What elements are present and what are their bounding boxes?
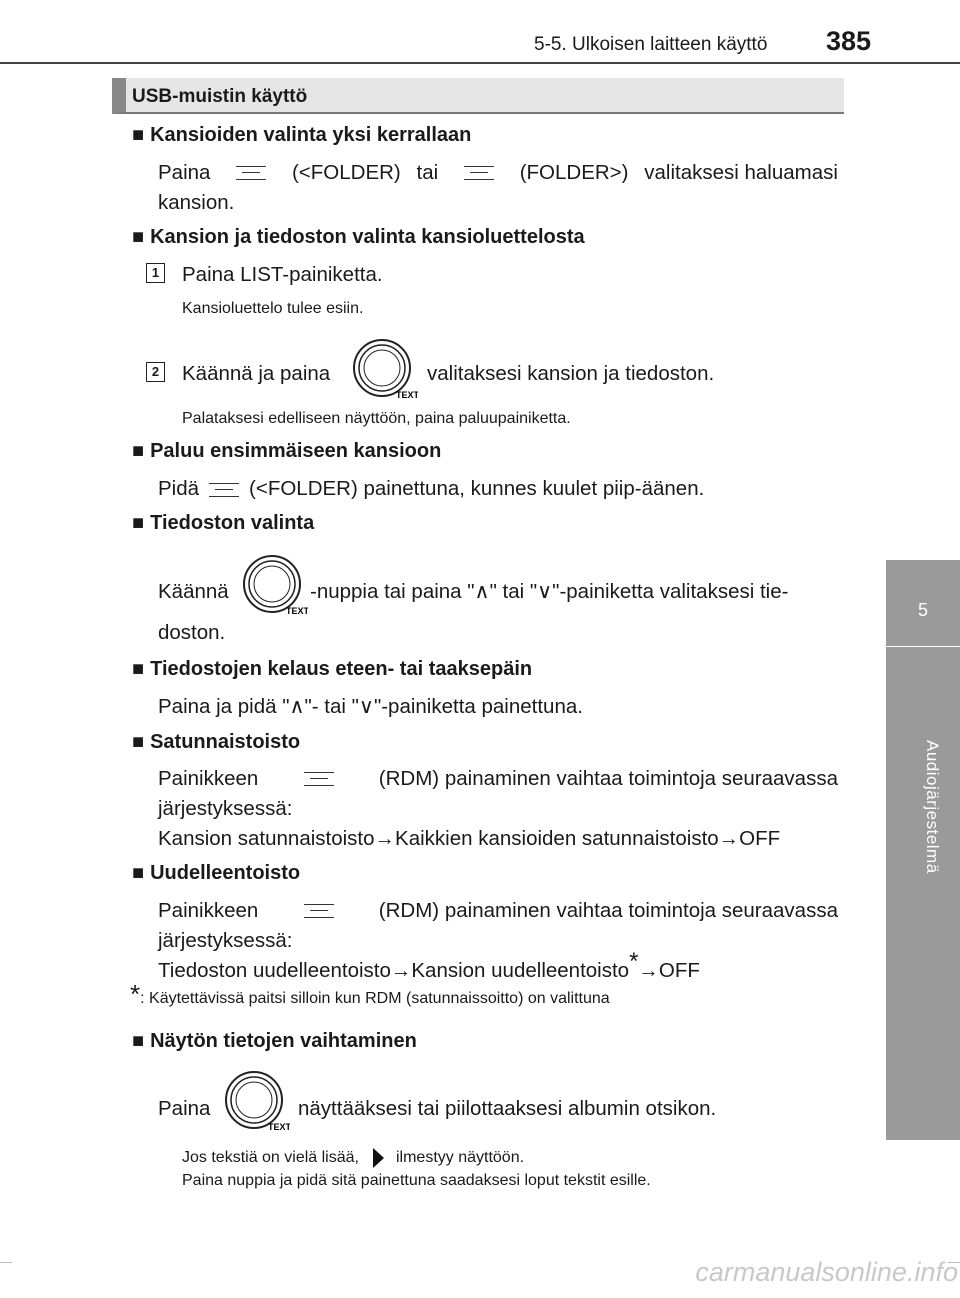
square-bullet-icon: ■ xyxy=(132,124,145,146)
rdm-button-icon xyxy=(304,904,334,918)
more-text-arrow-icon xyxy=(373,1148,384,1168)
step-2-note: Palataksesi edelliseen näyttöön, paina paluupainiketta. xyxy=(182,410,571,427)
folder-up-button-icon xyxy=(464,166,494,180)
tune-knob-icon xyxy=(352,338,418,409)
s4-text-c: doston. xyxy=(158,621,226,644)
square-bullet-icon: ■ xyxy=(132,862,145,884)
step-2-text-b: valitaksesi kansion ja tiedoston. xyxy=(427,362,715,385)
s6-line1: Painikkeen (RDM) painaminen vaihtaa toimintoja seuraavassa xyxy=(158,767,838,790)
s4-text-a: Käännä xyxy=(158,580,229,603)
folder-down-button-icon xyxy=(209,483,239,497)
square-bullet-icon: ■ xyxy=(132,440,145,462)
rdm-button-icon xyxy=(304,772,334,786)
section-title: USB-muistin käyttö xyxy=(132,86,308,107)
s4-text-b: -nuppia tai paina "∧" tai "∨"-painiketta valitaksesi tie- xyxy=(310,580,789,603)
crop-mark xyxy=(0,1262,12,1263)
square-bullet-icon: ■ xyxy=(132,658,145,680)
heading-folder-list: ■ Kansion ja tiedoston valinta kansioluettelosta xyxy=(132,226,585,248)
heading-fast-forward: ■ Tiedostojen kelaus eteen- tai taaksepäin xyxy=(132,658,533,680)
square-bullet-icon: ■ xyxy=(132,1030,145,1052)
step-2-text-a: Käännä ja paina xyxy=(182,362,331,385)
tune-knob-icon xyxy=(224,1070,290,1141)
s7-line2: järjestyksessä: xyxy=(158,929,293,952)
svg-text:TEXT: TEXT xyxy=(268,1122,290,1132)
s8-note-2: Paina nuppia ja pidä sitä painettuna saadaksesi loput tekstit esille. xyxy=(182,1172,651,1189)
heading-file-select: ■ Tiedoston valinta xyxy=(132,512,315,534)
s1-line2: kansion. xyxy=(158,191,235,214)
step-1-note: Kansioluettelo tulee esiin. xyxy=(182,300,364,317)
header-rule xyxy=(0,62,960,64)
footnote: *: Käytettävissä paitsi silloin kun RDM (satunnaissoitto) on valittuna xyxy=(130,979,610,1009)
heading-first-folder: ■ Paluu ensimmäiseen kansioon xyxy=(132,440,442,462)
tune-knob-icon xyxy=(242,554,308,625)
heading-display-info: ■ Näytön tietojen vaihtaminen xyxy=(132,1030,417,1052)
heading-random: ■ Satunnaistoisto xyxy=(132,731,301,753)
chapter-title: 5-5. Ulkoisen laitteen käyttö xyxy=(534,34,768,55)
s7-line3: Tiedoston uudelleentoisto→Kansion uudelleentoisto*→OFF xyxy=(158,948,700,982)
side-tab-divider xyxy=(886,646,960,647)
side-tab-number: 5 xyxy=(917,600,928,620)
step-2-badge: 2 xyxy=(146,362,165,382)
s1-line1: Paina (<FOLDER) tai (FOLDER>) valitaksesi haluamasi xyxy=(158,161,838,184)
square-bullet-icon: ■ xyxy=(132,226,145,248)
s5-text: Paina ja pidä "∧"- tai "∨"-painiketta painettuna. xyxy=(158,695,583,718)
folder-down-button-icon xyxy=(236,166,266,180)
watermark: carmanualsonline.info xyxy=(695,1257,958,1287)
svg-text:TEXT: TEXT xyxy=(286,606,308,616)
svg-text:TEXT: TEXT xyxy=(396,390,418,400)
s3-text: Pidä (<FOLDER) painettuna, kunnes kuulet piip-äänen. xyxy=(158,477,705,500)
side-tab-label: Audiojärjestelmä xyxy=(923,740,942,874)
square-bullet-icon: ■ xyxy=(132,731,145,753)
s6-line3: Kansion satunnaistoisto→Kaikkien kansioiden satunnaistoisto→OFF xyxy=(158,827,781,850)
s7-line1: Painikkeen (RDM) painaminen vaihtaa toimintoja seuraavassa xyxy=(158,899,838,922)
square-bullet-icon: ■ xyxy=(132,512,145,534)
step-1-text: Paina LIST-painiketta. xyxy=(182,263,383,286)
heading-folder-select: ■ Kansioiden valinta yksi kerrallaan xyxy=(132,124,472,146)
s8-text-b: näyttääksesi tai piilottaaksesi albumin otsikon. xyxy=(298,1097,717,1120)
s6-line2: järjestyksessä: xyxy=(158,797,293,820)
s8-note-1: Jos tekstiä on vielä lisää, ilmestyy näyttöön. xyxy=(182,1149,525,1167)
step-1-badge: 1 xyxy=(146,263,165,283)
page-number: 385 xyxy=(826,26,872,56)
s8-text-a: Paina xyxy=(158,1097,211,1120)
heading-repeat: ■ Uudelleentoisto xyxy=(132,862,301,884)
